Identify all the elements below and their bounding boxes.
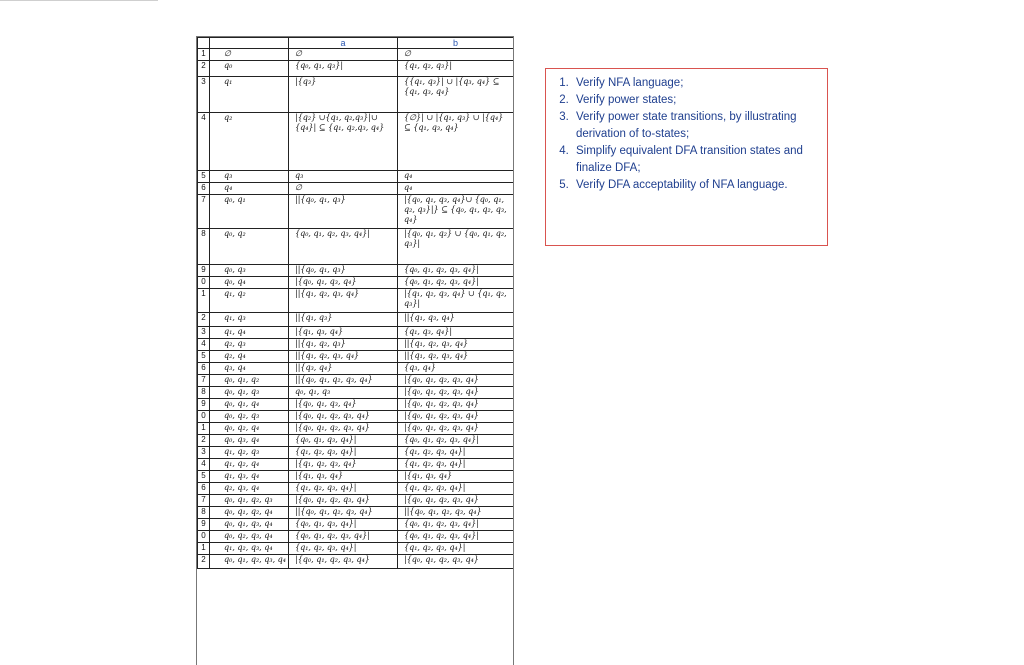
transition-a-cell: |{q₁, q₃, q₄} bbox=[289, 327, 398, 339]
table-row bbox=[198, 277, 514, 289]
transition-a-cell: ∅ bbox=[289, 183, 398, 195]
row-number: 0 bbox=[198, 277, 210, 289]
row-number: 1 bbox=[198, 423, 210, 435]
state-cell: q₀, q₄ bbox=[210, 277, 289, 289]
transition-b-cell: {q₀, q₁, q₂, q₃, q₄}| bbox=[398, 531, 514, 543]
table-row bbox=[198, 363, 514, 375]
transition-a-cell: ||{q₀, q₁, q₂, q₃, q₄} bbox=[289, 375, 398, 387]
transition-a-cell: ||{q₁, q₂, q₃, q₄} bbox=[289, 351, 398, 363]
transition-b-cell: {q₁, q₂, q₃, q₄}| bbox=[398, 543, 514, 555]
transition-a-cell: |{q₁, q₃, q₄} bbox=[289, 471, 398, 483]
transition-a-cell: {q₀, q₁, q₂, q₃, q₄}| bbox=[289, 229, 398, 265]
table-row bbox=[198, 471, 514, 483]
row-number: 1 bbox=[198, 49, 210, 61]
transition-a-cell: ||{q₀, q₁, q₂, q₃, q₄} bbox=[289, 507, 398, 519]
transition-a-cell: {q₀, q₁, q₃, q₄}| bbox=[289, 519, 398, 531]
transition-a-cell: q₀, q₁, q₃ bbox=[289, 387, 398, 399]
transition-a-cell: {q₀, q₁, q₂, q₃, q₄}| bbox=[289, 531, 398, 543]
transition-b-cell: {q₀, q₁, q₂, q₃, q₄}| bbox=[398, 435, 514, 447]
state-cell: q₄ bbox=[210, 183, 289, 195]
transition-b-cell: ||{q₀, q₁, q₂, q₃, q₄} bbox=[398, 507, 514, 519]
table-row bbox=[198, 543, 514, 555]
transition-b-cell: q₄ bbox=[398, 171, 514, 183]
table-row bbox=[198, 459, 514, 471]
table-row bbox=[198, 387, 514, 399]
table-row bbox=[198, 411, 514, 423]
row-number: 6 bbox=[198, 183, 210, 195]
transition-b-cell: {{q₁, q₃}| ∪ |{q₃, q₄} ⊆ {q₁, q₃, q₄} bbox=[398, 77, 514, 113]
state-cell: q₁ bbox=[210, 77, 289, 113]
row-number: 0 bbox=[198, 531, 210, 543]
transition-b-cell: {q₃, q₄} bbox=[398, 363, 514, 375]
transition-a-cell: |{q₀, q₁, q₃, q₄} bbox=[289, 399, 398, 411]
header-state bbox=[210, 38, 289, 49]
row-number: 4 bbox=[198, 339, 210, 351]
instructions-box bbox=[545, 68, 828, 246]
row-number: 9 bbox=[198, 519, 210, 531]
state-cell: q₀ bbox=[210, 61, 289, 77]
table-row bbox=[198, 495, 514, 507]
transition-b-cell: {q₁, q₂, q₃}| bbox=[398, 61, 514, 77]
row-number: 5 bbox=[198, 351, 210, 363]
transition-b-cell: |{q₀, q₁, q₂, q₃, q₄} bbox=[398, 555, 514, 569]
transition-b-cell: |{q₀, q₁, q₃, q₄}∪ {q₀, q₁, q₂, q₃}|} ⊆ {q₀, q₁, q₂, q₃, q₄} bbox=[398, 195, 514, 229]
table-row bbox=[198, 519, 514, 531]
instruction-item: 1. Verify NFA language; bbox=[572, 75, 819, 92]
header-row bbox=[198, 38, 514, 49]
instruction-item: 4. Simplify equivalent DFA transition states and finalize DFA; bbox=[572, 143, 819, 177]
transition-b-cell: |{q₀, q₁, q₂, q₃, q₄} bbox=[398, 387, 514, 399]
transition-a-cell: |{q₀, q₁, q₃, q₄} bbox=[289, 277, 398, 289]
transition-a-cell: ||{q₃, q₄} bbox=[289, 363, 398, 375]
state-cell: q₁, q₂, q₃, q₄ bbox=[210, 543, 289, 555]
table-row bbox=[198, 195, 514, 229]
table-row bbox=[198, 375, 514, 387]
state-cell: q₂ bbox=[210, 113, 289, 171]
state-cell: q₀, q₁, q₂ bbox=[210, 375, 289, 387]
transition-b-cell: {q₀, q₁, q₂, q₃, q₄}| bbox=[398, 519, 514, 531]
table-row bbox=[198, 113, 514, 171]
transition-b-cell: {q₁, q₂, q₃, q₄}| bbox=[398, 483, 514, 495]
transition-a-cell: ||{q₁, q₂, q₃, q₄} bbox=[289, 289, 398, 313]
transition-b-cell: {q₀, q₁, q₂, q₃, q₄}| bbox=[398, 265, 514, 277]
row-number: 4 bbox=[198, 459, 210, 471]
transition-a-cell: |{q₂} ∪{q₁, q₂,q₃}|∪ {q₄}| ⊆ {q₁, q₂,q₃, q₄} bbox=[289, 113, 398, 171]
transition-a-cell: |{q₁, q₂, q₃, q₄} bbox=[289, 459, 398, 471]
row-number: 3 bbox=[198, 447, 210, 459]
header-b: b bbox=[398, 38, 514, 49]
row-number: 1 bbox=[198, 289, 210, 313]
transition-a-cell: ||{q₁, q₃} bbox=[289, 313, 398, 327]
state-cell: q₂, q₄ bbox=[210, 351, 289, 363]
row-number: 3 bbox=[198, 77, 210, 113]
row-number: 7 bbox=[198, 195, 210, 229]
row-number: 6 bbox=[198, 483, 210, 495]
row-number: 8 bbox=[198, 387, 210, 399]
transition-b-cell: {q₀, q₁, q₂, q₃, q₄}| bbox=[398, 277, 514, 289]
instruction-item: 3. Verify power state transitions, by illustrating derivation of to-states; bbox=[572, 109, 819, 143]
row-number: 5 bbox=[198, 471, 210, 483]
table-row bbox=[198, 171, 514, 183]
table-row bbox=[198, 423, 514, 435]
table-row bbox=[198, 61, 514, 77]
transition-b-cell: |{q₀, q₁, q₂} ∪ {q₀, q₁, q₂, q₃}| bbox=[398, 229, 514, 265]
row-number: 2 bbox=[198, 435, 210, 447]
state-cell: q₀, q₃ bbox=[210, 265, 289, 277]
state-cell: q₀, q₁, q₂, q₃, q₄ bbox=[210, 555, 289, 569]
transition-b-cell: ||{q₁, q₂, q₃, q₄} bbox=[398, 351, 514, 363]
instruction-item: 2. Verify power states; bbox=[572, 92, 819, 109]
state-cell: q₀, q₂, q₃, q₄ bbox=[210, 531, 289, 543]
transition-b-cell: |{q₀, q₁, q₂, q₃, q₄} bbox=[398, 495, 514, 507]
transition-a-cell: |{q₀, q₁, q₂, q₃, q₄} bbox=[289, 423, 398, 435]
header-a: a bbox=[289, 38, 398, 49]
row-number: 4 bbox=[198, 113, 210, 171]
state-cell: q₂, q₃ bbox=[210, 339, 289, 351]
transition-b-cell: {∅}| ∪ |{q₁, q₃} ∪ |{q₄} ⊆ {q₁, q₃, q₄} bbox=[398, 113, 514, 171]
table-row bbox=[198, 399, 514, 411]
transition-a-cell: |{q₀, q₁, q₂, q₃, q₄} bbox=[289, 495, 398, 507]
state-cell: q₀, q₃, q₄ bbox=[210, 435, 289, 447]
transition-a-cell: |{q₀, q₁, q₂, q₃, q₄} bbox=[289, 411, 398, 423]
transition-a-cell: {q₀, q₁, q₃, q₄}| bbox=[289, 435, 398, 447]
state-cell: q₁, q₂ bbox=[210, 289, 289, 313]
transition-table bbox=[197, 37, 514, 569]
transition-b-cell: {q₁, q₃, q₄}| bbox=[398, 327, 514, 339]
table-row bbox=[198, 327, 514, 339]
transition-b-cell: ||{q₁, q₃, q₄} bbox=[398, 313, 514, 327]
state-cell: q₃, q₄ bbox=[210, 363, 289, 375]
row-number: 8 bbox=[198, 229, 210, 265]
row-number: 6 bbox=[198, 363, 210, 375]
row-number: 7 bbox=[198, 375, 210, 387]
row-number: 7 bbox=[198, 495, 210, 507]
state-cell: q₁, q₂, q₃ bbox=[210, 447, 289, 459]
transition-a-cell: {q₁, q₂, q₃, q₄}| bbox=[289, 447, 398, 459]
table-row bbox=[198, 289, 514, 313]
state-cell: q₀, q₂, q₃ bbox=[210, 411, 289, 423]
table-row bbox=[198, 265, 514, 277]
row-number: 5 bbox=[198, 171, 210, 183]
table-row bbox=[198, 531, 514, 543]
table-row bbox=[198, 447, 514, 459]
transition-b-cell: ∅ bbox=[398, 49, 514, 61]
table-row bbox=[198, 555, 514, 569]
row-number: 1 bbox=[198, 543, 210, 555]
table-row bbox=[198, 183, 514, 195]
state-cell: q₀, q₁ bbox=[210, 195, 289, 229]
state-cell: q₁, q₃, q₄ bbox=[210, 471, 289, 483]
transition-a-cell: |{q₃} bbox=[289, 77, 398, 113]
spreadsheet-table bbox=[196, 36, 514, 665]
table-row bbox=[198, 339, 514, 351]
table-row bbox=[198, 507, 514, 519]
row-number: 2 bbox=[198, 555, 210, 569]
table-row bbox=[198, 77, 514, 113]
state-cell: q₃ bbox=[210, 171, 289, 183]
row-number: 8 bbox=[198, 507, 210, 519]
transition-b-cell: {q₁, q₂, q₃, q₄}| bbox=[398, 447, 514, 459]
row-number: 9 bbox=[198, 399, 210, 411]
row-number: 9 bbox=[198, 265, 210, 277]
transition-b-cell: ||{q₁, q₂, q₃, q₄} bbox=[398, 339, 514, 351]
state-cell: q₀, q₁, q₃, q₄ bbox=[210, 519, 289, 531]
row-number: 3 bbox=[198, 327, 210, 339]
table-row bbox=[198, 313, 514, 327]
transition-b-cell: |{q₀, q₁, q₂, q₃, q₄} bbox=[398, 411, 514, 423]
table-row bbox=[198, 483, 514, 495]
state-cell: q₀, q₂, q₄ bbox=[210, 423, 289, 435]
state-cell: q₀, q₂ bbox=[210, 229, 289, 265]
transition-a-cell: ||{q₁, q₂, q₃} bbox=[289, 339, 398, 351]
row-number: 2 bbox=[198, 313, 210, 327]
state-cell: q₁, q₃ bbox=[210, 313, 289, 327]
transition-b-cell: |{q₀, q₁, q₂, q₃, q₄} bbox=[398, 399, 514, 411]
table-row bbox=[198, 435, 514, 447]
state-cell: q₀, q₁, q₃ bbox=[210, 387, 289, 399]
instruction-item: 5. Verify DFA acceptability of NFA language. bbox=[572, 177, 819, 194]
transition-b-cell: |{q₀, q₁, q₂, q₃, q₄} bbox=[398, 375, 514, 387]
transition-a-cell: ||{q₀, q₁, q₃} bbox=[289, 195, 398, 229]
transition-a-cell: q₃ bbox=[289, 171, 398, 183]
header-corner bbox=[198, 38, 210, 49]
transition-a-cell: {q₁, q₂, q₃, q₄}| bbox=[289, 483, 398, 495]
state-cell: q₁, q₄ bbox=[210, 327, 289, 339]
transition-a-cell: {q₁, q₂, q₃, q₄}| bbox=[289, 543, 398, 555]
state-cell: q₀, q₁, q₂, q₄ bbox=[210, 507, 289, 519]
table-row bbox=[198, 351, 514, 363]
transition-a-cell: ||{q₀, q₁, q₃} bbox=[289, 265, 398, 277]
transition-b-cell: q₄ bbox=[398, 183, 514, 195]
state-cell: ∅ bbox=[210, 49, 289, 61]
transition-b-cell: {q₁, q₂, q₃, q₄}| bbox=[398, 459, 514, 471]
transition-a-cell: {q₀, q₁, q₃}| bbox=[289, 61, 398, 77]
row-number: 0 bbox=[198, 411, 210, 423]
state-cell: q₂, q₃, q₄ bbox=[210, 483, 289, 495]
row-number: 2 bbox=[198, 61, 210, 77]
table-row bbox=[198, 49, 514, 61]
transition-a-cell: ∅ bbox=[289, 49, 398, 61]
top-divider-line bbox=[0, 0, 158, 1]
transition-a-cell: |{q₀, q₁, q₂, q₃, q₄} bbox=[289, 555, 398, 569]
state-cell: q₁, q₂, q₄ bbox=[210, 459, 289, 471]
state-cell: q₀, q₁, q₂, q₃ bbox=[210, 495, 289, 507]
transition-b-cell: |{q₁, q₂, q₃, q₄} ∪ {q₁, q₂, q₃}| bbox=[398, 289, 514, 313]
transition-b-cell: |{q₀, q₁, q₂, q₃, q₄} bbox=[398, 423, 514, 435]
transition-b-cell: |{q₁, q₃, q₄} bbox=[398, 471, 514, 483]
state-cell: q₀, q₁, q₄ bbox=[210, 399, 289, 411]
table-row bbox=[198, 229, 514, 265]
instructions-list bbox=[546, 69, 827, 194]
